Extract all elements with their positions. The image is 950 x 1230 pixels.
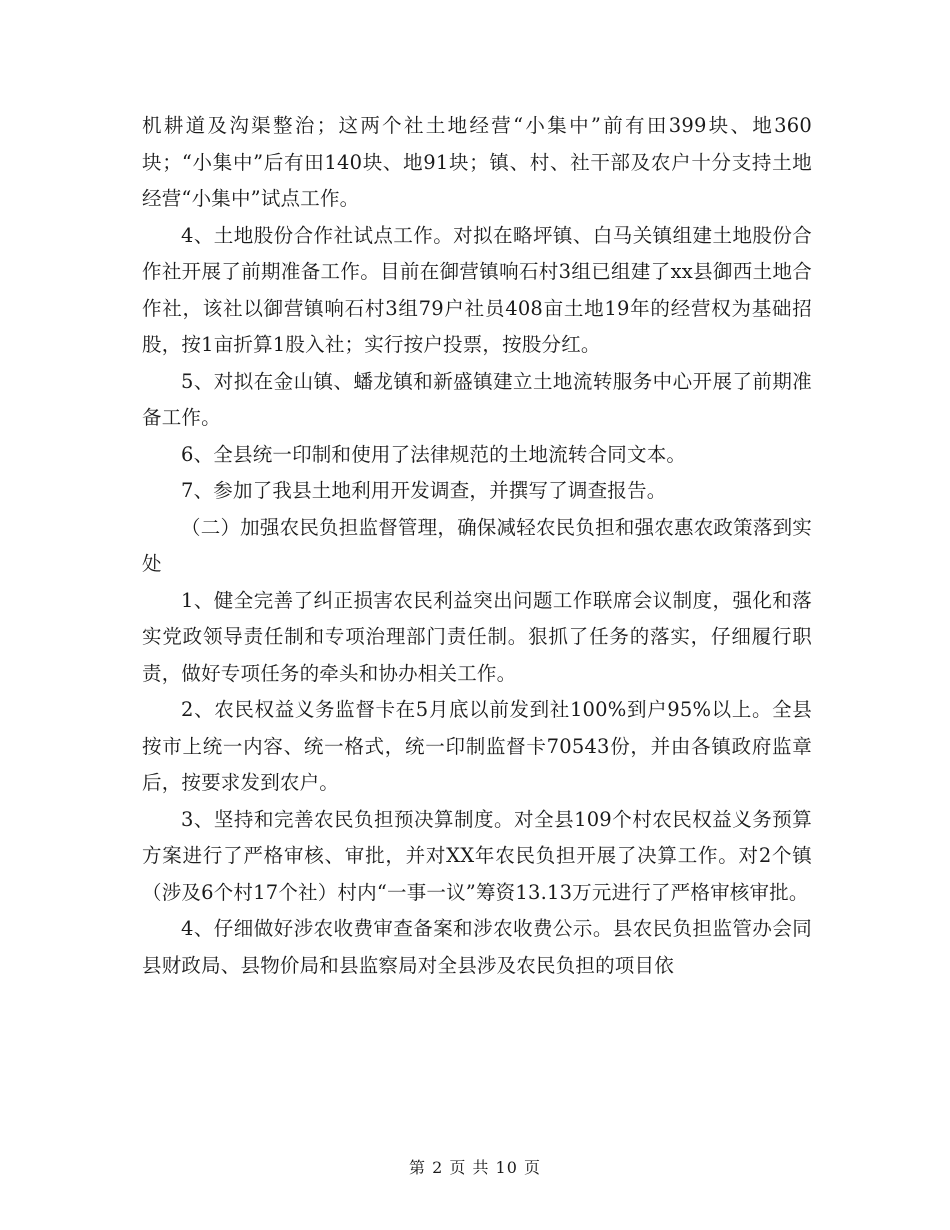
paragraph-transfer-service-center: 5、对拟在金山镇、蟠龙镇和新盛镇建立土地流转服务中心开展了前期准备工作。 [142,369,812,429]
paragraph-fee-review: 4、仔细做好涉农收费审查备案和涉农收费公示。县农民负担监管办会同县财政局、县物价局和县监察局对全县涉及农民负担的项目依 [142,917,812,977]
paragraph-joint-meeting-system: 1、健全完善了纠正损害农民利益突出问题工作联席会议制度，强化和落实党政领导责任制和专项治理部门责任制。狠抓了任务的落实，仔细履行职责，做好专项任务的牵头和协办相关工作。 [142,588,812,685]
paragraph-land-survey: 7、参加了我县土地利用开发调查，并撰写了调查报告。 [181,479,667,502]
paragraph-supervision-card: 2、农民权益义务监督卡在5月底以前发到社100%到户95%以上。全县按市上统一内容、统一格式，统一印制监督卡70543份，并由各镇政府监章后，按要求发到农户。 [142,698,812,794]
document-body [142,108,812,984]
paragraph-continuation: 机耕道及沟渠整治；这两个社土地经营“小集中”前有田399块、地360块；“小集中”后有田140块、地91块；镇、村、社干部及农户十分支持土地经营“小集中”试点工作。 [142,114,812,210]
paragraph-land-share-cooperative: 4、土地股份合作社试点工作。对拟在略坪镇、白马关镇组建土地股份合作社开展了前期准备工作。目前在御营镇响石村3组已组建了xx县御西土地合作社，该社以御营镇响石村3组79户社员408亩土地19年的经营权为基础招股，按1亩折算1股入社；实行按户投票，按股分红。 [142,223,812,356]
paragraph-contract-template: 6、全县统一印制和使用了法律规范的土地流转合同文本。 [181,442,687,466]
paragraph-budget-system: 3、坚持和完善农民负担预决算制度。对全县109个村农民权益义务预算方案进行了严格审核、审批，并对XX年农民负担开展了决算工作。对2个镇（涉及6个村17个社）村内“一事一议”筹资13.13万元进行了严格审核审批。 [142,807,812,904]
page-number-footer: 第 2 页 共 10 页 [409,1158,541,1177]
section-heading-burden-supervision: （二）加强农民负担监督管理，确保减轻农民负担和强农惠农政策落到实处 [142,515,812,575]
